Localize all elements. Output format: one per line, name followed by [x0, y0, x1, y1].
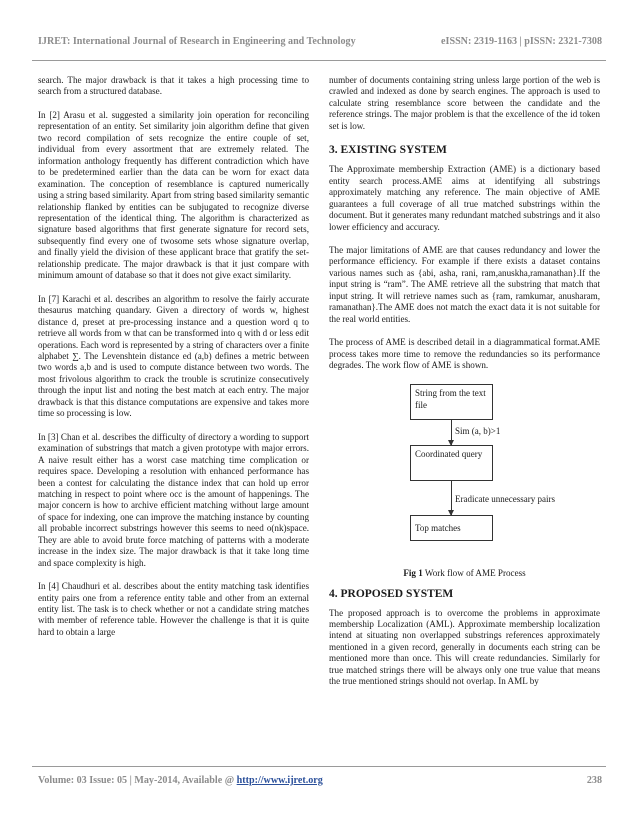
- page-number: 238: [586, 775, 602, 786]
- paragraph: number of documents containing string unless large portion of the web is crawled and indexed as done by search engines. The approach is used to calculate string resemblance score between the candidate and the reference strings. The major problem is that the excellence of the id token set is low.: [329, 75, 600, 131]
- figure-caption-text: Work flow of AME Process: [424, 567, 526, 578]
- figure-caption: [329, 568, 600, 578]
- flow-arrow-down-icon: [451, 481, 452, 515]
- flow-arrow-label: Eradicate unnecessary pairs: [455, 493, 555, 504]
- paragraph: The Approximate membership Extraction (AME) is a dictionary based entity search process.AME aims at identifying all substrings approximately matching any reference. The main objective of AME guarantees a full coverage of all true matched substrings within the document. But it generates many redundant matched substrings and it also lower efficiency and accuracy.: [329, 164, 600, 232]
- page-header: [38, 36, 602, 47]
- flow-arrow-label: Sim (a, b)>1: [455, 425, 501, 436]
- paragraph: The proposed approach is to overcome the problems in approximate membership Localization (AML). Approximate membership localization intend at situating non overlapped substrings references approximately mentioned in a given record, generally in documents each string can be mentioned more than once. This will create redundancies. Similarly for true matched strings there will be always only one true value that means the true mentioned strings should not overlap. In AML by: [329, 607, 600, 687]
- paragraph: The major limitations of AME are that causes redundancy and lower the performance efficiency. For example if there exists a dataset contains various names such as {abi, asha, rani, ram,anuskha,ramanathan}.If the input string is “ram”. The AME retrieve all the substring that match that input string. It will retrieve names such as {ram, ramkumar, anusharam, ramanathan}.The AME does not match the exact data it is not suitable for the real world entities.: [329, 244, 600, 324]
- flow-box-coordinated-query: Coordinated query: [410, 445, 493, 481]
- right-column: [329, 75, 600, 700]
- paragraph: In [2] Arasu et al. suggested a similarity join operation for reconciling representation of an entity. Set similarity join algorithm define that given two record compilation of sets recognize the entire couple of set, individual from every assortment that are extremely related. The information anthology frequently has different contradiction which have to be predetermined earlier than the data can be worn for exact data examination. The conception of resemblance is captured numerically using a string based similarity. Apart from string based similarity semantic relationship flanked by entities can be subjugated to recognize diverse representation of the identical thing. The algorithm is characterized as signature based algorithms that first generate signature for record sets, subsequently find every one of twosome sets whose signature overlap, and finally yield the division of these applicant brace that gratify the set- relationship predicate. The major drawback is that it just compare with minimum amount of database so that it does not give exact similarity.: [38, 109, 309, 281]
- figure-label: Fig 1: [403, 567, 423, 578]
- journal-title: IJRET: International Journal of Research in Engineering and Technology: [38, 36, 356, 47]
- footer-rule: [32, 766, 606, 767]
- page-footer: [38, 775, 602, 786]
- section-heading-proposed-system: 4. PROPOSED SYSTEM: [329, 587, 454, 600]
- paragraph: In [4] Chaudhuri et al. describes about the entity matching task identifies entity pairs one from a reference entity table and other from an external entity list. The task is to check whether or not a candidate string matches with member of reference table. However the challenge is that it is quite hard to obtain a large: [38, 581, 309, 637]
- flow-box-string-input: String from the text file: [410, 384, 493, 420]
- issn-text: eISSN: 2319-1163 | pISSN: 2321-7308: [441, 36, 602, 47]
- flow-arrow-down-icon: [451, 420, 452, 445]
- header-rule: [32, 60, 606, 61]
- left-column: [38, 75, 309, 650]
- journal-link[interactable]: http://www.ijret.org: [236, 775, 323, 786]
- volume-text: Volume: 03 Issue: 05 | May-2014, Available @: [38, 775, 237, 786]
- paragraph: In [3] Chan et al. describes the difficulty of directory a wording to support examination of substrings that match a given prototype with major errors. A naive result either has a worst case matching time complication or requires space. Developing a resolution with enhanced performance has been a contest for calculating the distance index that can hold up error matching in respect to point where occ is the amount of happenings. The major concern is how to archive efficient matching without large amount of space for indexing, one can improve the matching instance by counting all probable incorrect substrings however this seems to need o(nk)space. They are able to avoid brute force matching of patterns with a moderate increase in the index size. The major drawback is that it take long time and space complexity is high.: [38, 431, 309, 568]
- paragraph: search. The major drawback is that it takes a high processing time to search from a structured database.: [38, 75, 309, 97]
- section-heading-existing-system: 3. EXISTING SYSTEM: [329, 144, 447, 157]
- workflow-diagram: [329, 384, 600, 562]
- paragraph: The process of AME is described detail in a diagrammatical format.AME process takes more time to remove the redundancies so its performance degrades. The work flow of AME is shown.: [329, 337, 600, 371]
- paragraph: In [7] Karachi et al. describes an algorithm to resolve the fairly accurate thesaurus matching quandary. Given a directory of words w, highest distance d, preset at pre-processing instance and a question word q to retrieve all words from w that can be transformed into q with d or less edit operations. Each word is represented by a string of characters over a finite alphabet ∑. The Levenshtein distance ed (a,b) defines a metric between two words a,b and is used to compute distance between two words. The most frivolous algorithm to crack the trouble is scrutinize consecutively through the input list and noting the best match at each entry. The major drawback is that this distance computations are expensive and takes more time so processing is low.: [38, 293, 309, 419]
- flow-box-top-matches: Top matches: [410, 515, 493, 541]
